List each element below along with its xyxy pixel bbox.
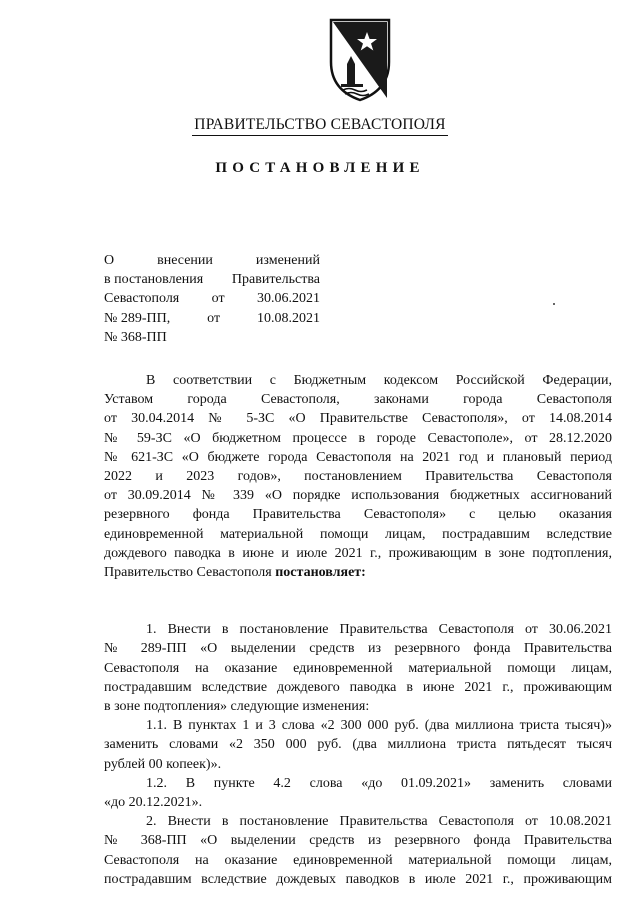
text-line: № 59-ЗС «О бюджетном процессе в городе Севастополе», от 28.12.2020	[104, 430, 612, 446]
text-line: от 30.04.2014 № 5-ЗС «О Правительстве Севастополя», от 14.08.2014	[104, 411, 612, 427]
text-line: рублей 00 копеек)».	[104, 756, 222, 772]
text-line: резервного фонда Правительства Севастополя» с целью оказания	[104, 507, 612, 523]
text-line: Севастополя на оказание единовременной материальной помощи лицам,	[104, 660, 612, 676]
text-line: Севастополя на оказание единовременной материальной помощи лицам,	[104, 852, 612, 868]
text-line: В соответствии с Бюджетным кодексом Российской Федерации,	[146, 373, 612, 388]
text-line: № 621-ЗС «О бюджете города Севастополя на 2021 год и плановый период	[104, 449, 612, 465]
text-line: № 368-ПП «О выделении средств из резервного фонда Правительства	[104, 833, 612, 849]
document-subject	[104, 251, 320, 347]
text-line: пострадавшим вследствие дождевого паводка в июне 2021 г., проживающим	[104, 679, 612, 695]
text-line: 1.1. В пунктах 1 и 3 слова «2 300 000 руб. (два миллиона триста тысяч)»	[146, 718, 612, 734]
text-line: Уставом города Севастополя, законами города Севастополя	[104, 392, 612, 408]
text-line: от 30.09.2014 № 339 «О порядке использования бюджетных ассигнований	[104, 488, 612, 504]
document-type-heading: ПОСТАНОВЛЕНИЕ	[215, 160, 425, 176]
subject-line: в постановления Правительства	[104, 272, 320, 288]
text-line: заменить словами «2 350 000 руб. (два миллиона триста пятьдесят тысяч	[104, 737, 612, 753]
subject-line: № 368-ПП	[104, 329, 167, 345]
item-2-paragraph	[104, 812, 612, 889]
subject-line: Севастополя от 30.06.2021	[104, 291, 320, 307]
organization-name: ПРАВИТЕЛЬСТВО СЕВАСТОПОЛЯ	[0, 115, 640, 136]
item-1-2-paragraph	[104, 774, 612, 812]
subject-line: № 289-ПП, от 10.08.2021	[104, 310, 320, 326]
text-line: 2. Внести в постановление Правительства Севастополя от 10.08.2021	[146, 814, 612, 830]
text-line: дождевого паводка в июне и июле 2021 г., проживающим в зоне подтопления,	[104, 545, 612, 561]
text-line: 1.2. В пункте 4.2 слова «до 01.09.2021» заменить словами	[146, 775, 612, 791]
document-body	[104, 371, 612, 889]
text-line: единовременной материальной помощи лицам, пострадавшим вследствие	[104, 526, 612, 542]
text-line: 2022 и 2023 годов», постановлением Правительства Севастополя	[104, 469, 612, 485]
text-line: Правительство Севастополя постановляет:	[104, 565, 366, 581]
item-1-paragraph	[104, 620, 612, 716]
text-line: пострадавшим вследствие дождевых паводков в июле 2021 г., проживающим	[104, 871, 612, 887]
item-1-1-paragraph	[104, 716, 612, 774]
text-line: «до 20.12.2021».	[104, 795, 203, 811]
subject-line: О внесении изменений	[104, 253, 320, 268]
text-line: в зоне подтопления» следующие изменения:	[104, 699, 370, 715]
preamble-paragraph	[104, 371, 612, 582]
scan-speck	[553, 303, 555, 305]
sevastopol-coat-of-arms-icon	[327, 18, 393, 102]
text-line: 1. Внести в постановление Правительства Севастополя от 30.06.2021	[146, 622, 612, 638]
decree-verb: постановляет:	[275, 565, 366, 581]
text-line: № 289-ПП «О выделении средств из резервного фонда Правительства	[104, 641, 612, 657]
